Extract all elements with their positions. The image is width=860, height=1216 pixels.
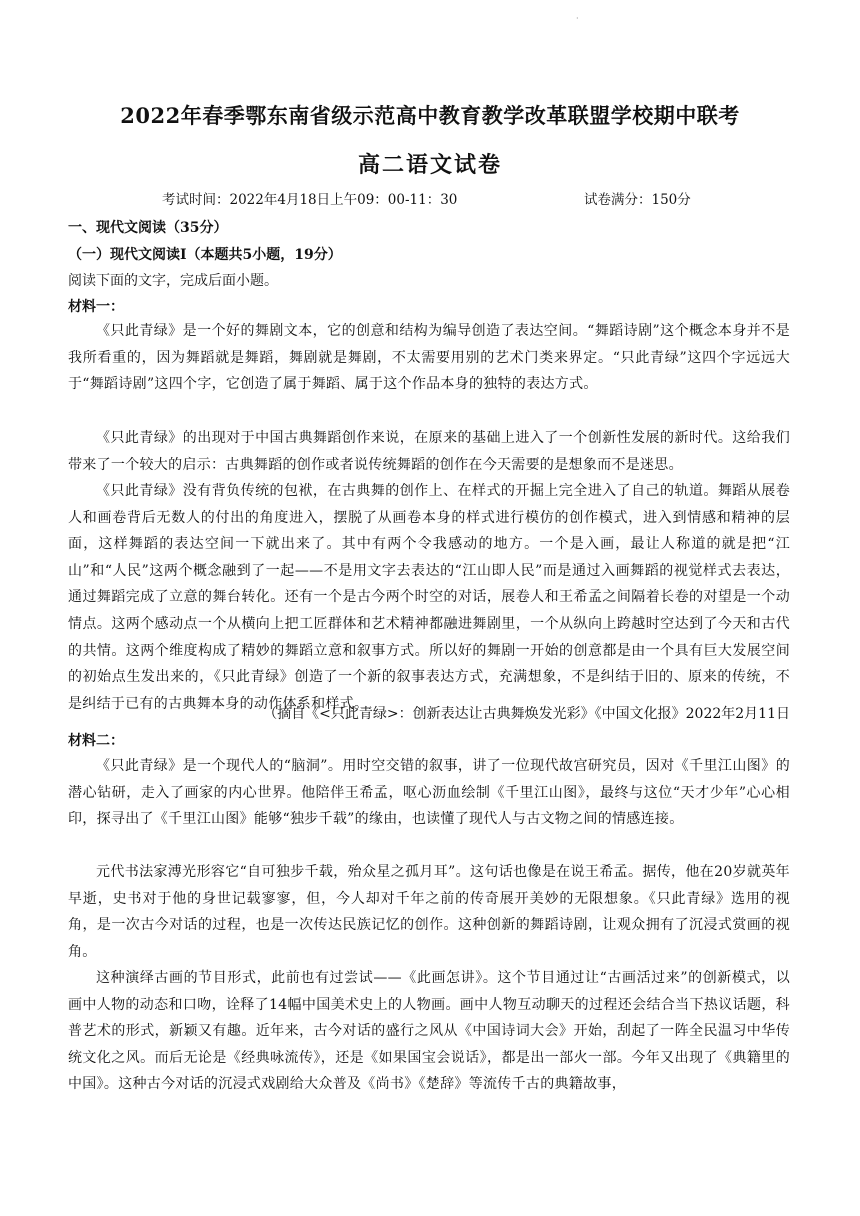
material2-paragraph-2: 元代书法家溥光形容它“自可独步千载，殆众星之孤月耳”。这句话也像是在说王希孟。据传，他在20岁就英年早逝，史书对于他的身世记载寥寥，但，今人却对千年之前的传奇展开美妙的无限想象。《只此青绿》选用的视角，是一次古今对话的过程，也是一次传达民族记忆的创作。这种创新的舞蹈诗剧，让观众拥有了沉浸式赏画的视角。 — [68, 864, 790, 960]
full-score: 试卷满分：150分 — [584, 192, 691, 208]
material1-paragraph-1: 《只此青绿》是一个好的舞剧文本，它的创意和结构为编导创造了表达空间。“舞蹈诗剧”这个概念本身并不是我所看重的，因为舞蹈就是舞蹈，舞剧就是舞剧，不太需要用别的艺术门类来界定。“只此青绿”这四个字远远大于“舞蹈诗剧”这四个字，它创造了属于舞蹈、属于这个作品本身的独特的表达方式。 — [68, 323, 790, 393]
instruction: 阅读下面的文字，完成后面小题。 — [68, 273, 278, 289]
section-heading: 一、现代文阅读（35分） — [68, 220, 228, 236]
material2-paragraph-1: 《只此青绿》是一个现代人的“脑洞”。用时空交错的叙事，讲了一位现代故宫研究员，因对《千里江山图》的潜心钻研，走入了画家的内心世界。他陪伴王希孟，呕心沥血绘制《千里江山图》，最终与这位“天才少年”心心相印，探寻出了《千里江山图》能够“独步千载”的缘由，也读懂了现代人与古文物之间的情感连接。 — [68, 758, 790, 828]
exam-time: 考试时间：2022年4月18日上午09：00-11：30 — [162, 192, 458, 208]
exam-subtitle: 高二语文试卷 — [357, 152, 502, 178]
material1-paragraph-2: 《只此青绿》的出现对于中国古典舞蹈创作来说，在原来的基础上进入了一个创新性发展的新时代。这给我们带来了一个较大的启示：古典舞蹈的创作或者说传统舞蹈的创作在今天需要的是想象而不是迷思。 — [68, 430, 790, 473]
material1-label: 材料一： — [68, 299, 124, 315]
exam-title: 2022年春季鄂东南省级示范高中教育教学改革联盟学校期中联考 — [120, 103, 740, 128]
material1-paragraph-3: 《只此青绿》没有背负传统的包袱，在古典舞的创作上、在样式的开掘上完全进入了自己的轨道。舞蹈从展卷人和画卷背后无数人的付出的角度进入，摆脱了从画卷本身的样式进行模仿的创作模式，进入到情感和精神的层面，这样舞蹈的表达空间一下就出来了。其中有两个令我感动的地方。一个是入画，最让人称道的就是把“江山”和“人民”这两个概念融到了一起——不是用文字去表达的“江山即人民”而是通过入画舞蹈的视觉样式去表达，通过舞蹈完成了立意的舞台转化。还有一个是古今两个时空的对话，展卷人和王希孟之间隔着长卷的对望是一个动情点。这两个感动点一个从横向上把工匠群体和艺术精神都融进舞剧里，一个从纵向上跨越时空达到了今天和古代的共情。这两个维度构成了精妙的舞蹈立意和叙事方式。所以好的舞剧一开始的创意都是由一个具有巨大发展空间的初始点生发出来的，《只此青绿》创造了一个新的叙事表达方式，充满想象，不是纠结于旧的、原来的传统，不是纠结于已有的古典舞本身的动作体系和样式。 — [68, 483, 790, 712]
material2-paragraph-3: 这种演绎古画的节目形式，此前也有过尝试——《此画怎讲》。这个节目通过让“古画活过来”的创新模式，以画中人物的动态和口吻，诠释了14幅中国美术史上的人物画。画中人物互动聊天的过程还会结合当下热议话题，科普艺术的形式，新颖又有趣。近年来，古今对话的盛行之风从《中国诗词大会》开始，刮起了一阵全民温习中华传统文化之风。而后无论是《经典咏流传》，还是《如果国宝会说话》，都是出一部火一部。今年又出现了《典籍里的中国》。这种古今对话的沉浸式戏剧给大众普及《尚书》《楚辞》等流传千古的典籍故事， — [68, 970, 790, 1093]
top-dot: · — [576, 14, 579, 23]
material1-source: （摘自《<只此青绿>：创新表达让古典舞焕发光彩》《中国文化报》2022年2月11日 — [263, 706, 790, 722]
material2-label: 材料二： — [68, 733, 124, 749]
subsection-heading: （一）现代文阅读I（本题共5小题，19分） — [68, 247, 342, 263]
